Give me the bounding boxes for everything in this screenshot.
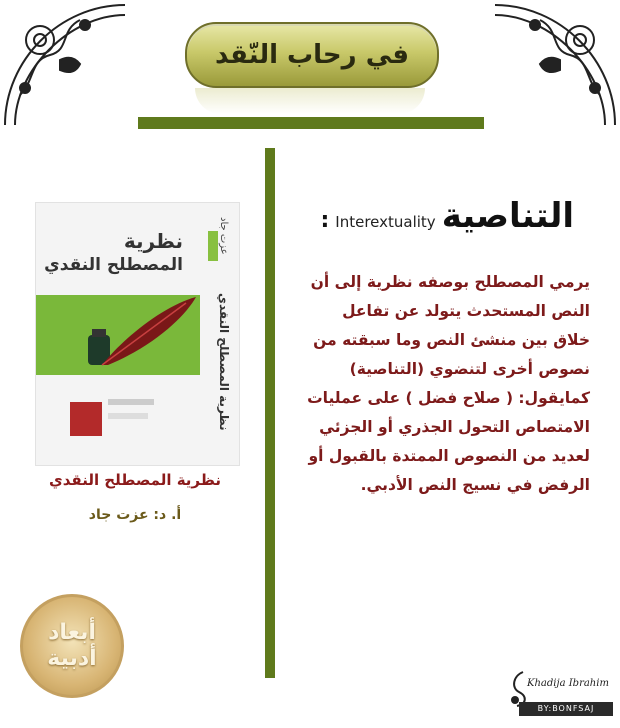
cover-text-line bbox=[108, 413, 148, 419]
cover-subtitle: المصطلح النقدي bbox=[44, 255, 183, 275]
cover-accent-bar bbox=[208, 231, 218, 261]
banner-title: في رحاب النّقد bbox=[214, 40, 410, 70]
emblem-line-1: أبعاد bbox=[48, 620, 96, 645]
corner-ornament-top-left bbox=[0, 0, 130, 130]
vertical-divider bbox=[265, 148, 275, 678]
heading-colon: : bbox=[320, 208, 330, 233]
article-body: يرمي المصطلح بوصفه نظرية إلى أن النص المستحدث يتولد عن تفاعل خلاق بين منشئ النص وما سبقته من نصوص أخرى لتنضوي (التناصية) كمايقول: ( صلاح فضل ) على عمليات الامتصاص التحول الجذري أو الجزئي لعديد من النصوص الممتدة بالقبول أو الرفض في نسيج النص الأدبي. bbox=[307, 273, 590, 494]
cover-spine-text: نظرية المصطلح النقدي bbox=[217, 293, 231, 431]
corner-ornament-top-right bbox=[490, 0, 620, 130]
signature-name: Khadija Ibrahim bbox=[527, 678, 609, 689]
author-signature bbox=[505, 664, 615, 722]
article-heading-english: Interextuality bbox=[335, 213, 436, 231]
article-heading-row bbox=[320, 196, 574, 236]
section-banner bbox=[185, 22, 439, 88]
quill-inkwell-icon bbox=[36, 295, 200, 375]
book-author-caption: أ. د: عزت جاد bbox=[88, 507, 182, 523]
publisher-logo bbox=[70, 402, 102, 436]
signature-tag: BY:BONFSAJ bbox=[519, 702, 613, 716]
cover-green-panel bbox=[36, 295, 200, 375]
horizontal-divider bbox=[138, 117, 484, 129]
cover-text-line bbox=[108, 399, 154, 405]
article-heading: التناصية bbox=[441, 196, 574, 236]
emblem-line-2: أدبية bbox=[47, 646, 97, 671]
book-title-caption: نظرية المصطلح النقدي bbox=[48, 471, 221, 489]
cover-title: نظرية bbox=[123, 229, 183, 253]
banner-reflection bbox=[195, 88, 425, 114]
cover-author: عزت جاد bbox=[218, 217, 229, 255]
book-cover-image bbox=[35, 202, 240, 466]
site-emblem-logo bbox=[20, 594, 124, 698]
